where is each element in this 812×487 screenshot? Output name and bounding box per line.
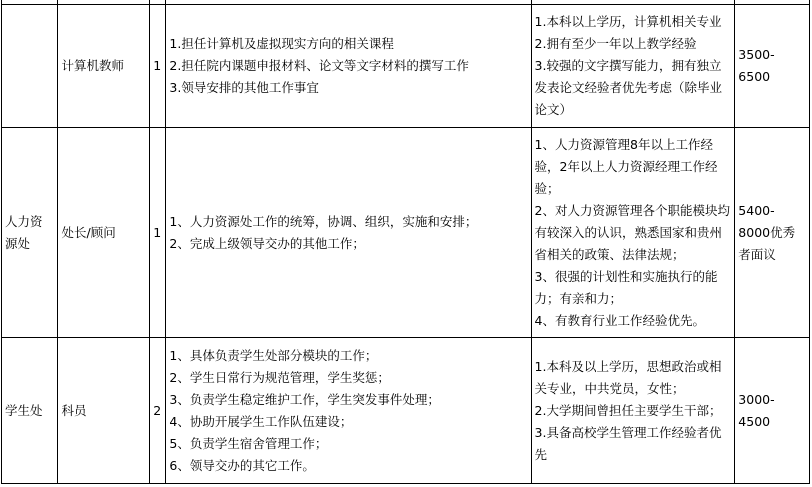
requirement-item: 4、有教育行业工作经验优先。 xyxy=(534,312,706,328)
duty-item: 1、人力资源处工作的统筹，协调、组织，实施和安排； xyxy=(169,213,478,229)
requirement-item: 3、很强的计划性和实施执行的能力；有亲和力； xyxy=(534,268,718,306)
requirement-item: 3.较强的文字撰写能力，拥有独立发表论文经验者优先考虑（除毕业论文） xyxy=(534,58,723,117)
duty-item: 2.担任院内课题申报材料、论文等文字材料的撰写工作 xyxy=(169,58,469,73)
department-cell: 学生处 xyxy=(2,338,58,484)
duty-item: 3、负责学生稳定维护工作，学生突发事件处理； xyxy=(169,391,440,407)
table-row xyxy=(2,128,810,338)
count-cell: 2 xyxy=(150,338,166,484)
duty-item: 2、学生日常行为规范管理，学生奖惩； xyxy=(169,369,390,385)
requirement-item: 2.拥有至少一年以上教学经验 xyxy=(534,36,697,51)
count-cell: 1 xyxy=(150,128,166,338)
requirement-item: 1.本科以上学历，计算机相关专业 xyxy=(534,14,722,29)
requirement-item: 3.具备高校学生管理工作经验者优先 xyxy=(534,424,722,462)
table-row xyxy=(2,5,810,128)
position-cell: 处长/顾问 xyxy=(58,128,150,338)
requirement-item: 2.大学期间曾担任主要学生干部； xyxy=(534,402,722,418)
table-row xyxy=(2,338,810,484)
count-cell: 1 xyxy=(150,5,166,128)
duty-item: 4、协助开展学生工作队伍建设； xyxy=(169,413,353,429)
salary-cell: 3500-6500 xyxy=(735,5,810,128)
position-cell: 计算机教师 xyxy=(58,5,150,128)
department-cell: 人力资源处 xyxy=(2,128,58,338)
duty-item: 3.领导安排的其他工作事宜 xyxy=(169,80,319,95)
duty-item: 5、负责学生宿舍管理工作； xyxy=(169,435,328,451)
recruitment-table xyxy=(1,0,810,484)
duty-item: 2、完成上级领导交办的其他工作； xyxy=(169,235,365,251)
requirement-item: 2、对人力资源管理各个职能模块均有较深入的认识，熟悉国家和贵州省相关的政策、法律法规； xyxy=(534,202,731,262)
salary-cell: 3000-4500 xyxy=(735,338,810,484)
duty-item: 1.担任计算机及虚拟现实方向的相关课程 xyxy=(169,36,394,51)
requirements-cell xyxy=(531,128,735,338)
requirements-cell xyxy=(531,338,735,484)
duties-cell xyxy=(166,338,531,484)
position-cell: 科员 xyxy=(58,338,150,484)
duty-item: 6、领导交办的其它工作。 xyxy=(169,457,315,473)
salary-cell: 5400-8000优秀者面议 xyxy=(735,128,810,338)
requirements-cell xyxy=(531,5,735,128)
requirement-item: 1.本科及以上学历，思想政治或相关专业，中共党员，女性； xyxy=(534,358,722,396)
duties-cell xyxy=(166,128,531,338)
duties-cell xyxy=(166,5,531,128)
department-cell xyxy=(2,5,58,128)
requirement-item: 1、人力资源管理8年以上工作经验，2年以上人力资源经理工作经验； xyxy=(534,136,718,196)
duty-item: 1、具体负责学生处部分模块的工作； xyxy=(169,347,378,363)
